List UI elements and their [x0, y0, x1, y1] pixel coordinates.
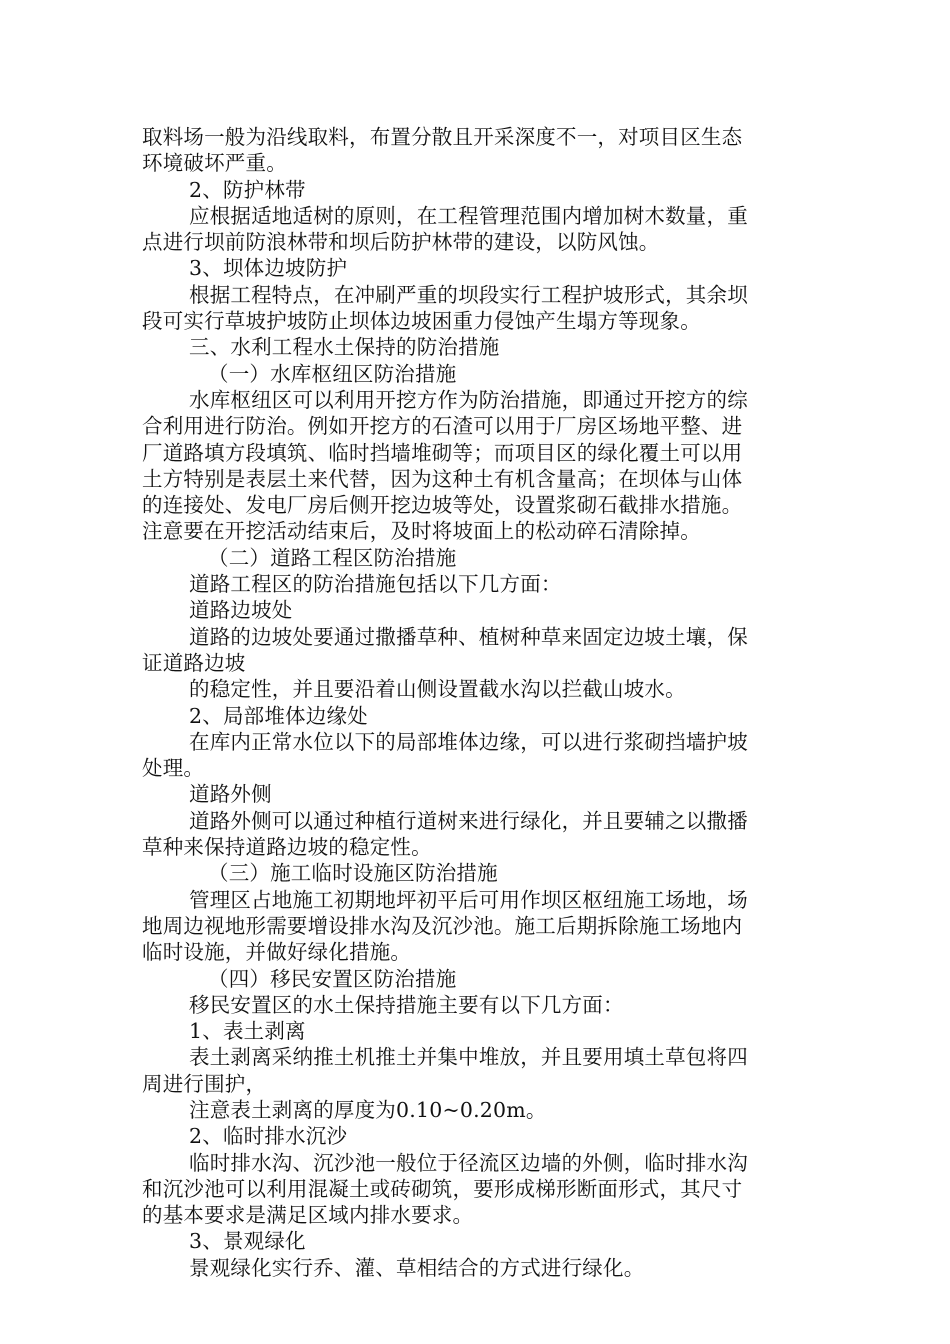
- text-line: 2、防护林带: [189, 177, 306, 202]
- text-line: 段可实行草坡护坡防止坝体边坡困重力侵蚀产生塌方等现象。: [142, 309, 701, 334]
- text-line: （四）移民安置区防治措施: [208, 966, 457, 991]
- document-body: [142, 124, 807, 1281]
- text-line: 临时设施，并做好绿化措施。: [142, 940, 412, 965]
- text-line: 3、景观绿化: [189, 1229, 306, 1254]
- text-line: 取料场一般为沿线取料，布置分散且开采深度不一，对项目区生态: [142, 125, 743, 149]
- text-line: （三）施工临时设施区防治措施: [208, 861, 498, 886]
- text-line: 的基本要求是满足区域内排水要求。: [142, 1203, 474, 1228]
- text-line: （一）水库枢纽区防治措施: [208, 361, 457, 386]
- text-line: 草种来保持道路边坡的稳定性。: [142, 835, 432, 860]
- text-line: 点进行坝前防浪林带和坝后防护林带的建设，以防风蚀。: [142, 230, 660, 255]
- text-line: 1、表土剥离: [189, 1019, 306, 1044]
- text-line: 景观绿化实行乔、灌、草相结合的方式进行绿化。: [189, 1255, 645, 1280]
- text-line: 的连接处、发电厂房后侧开挖边坡等处，设置浆砌石截排水措施。: [142, 493, 743, 518]
- text-line: 2、临时排水沉沙: [189, 1124, 348, 1149]
- text-line: 根据工程特点，在冲刷严重的坝段实行工程护坡形式，其余坝: [189, 282, 748, 307]
- text-line: 2、局部堆体边缘处: [189, 703, 368, 728]
- text-line: 环境破坏严重。: [142, 151, 287, 176]
- text-line: 道路外侧可以通过种植行道树来进行绿化，并且要辅之以撒播: [189, 808, 748, 833]
- text-line: 注意要在开挖活动结束后，及时将坡面上的松动碎石清除掉。: [142, 519, 701, 544]
- text-line: 道路工程区的防治措施包括以下几方面：: [189, 572, 562, 597]
- text-line: 移民安置区的水土保持措施主要有以下几方面：: [189, 992, 624, 1017]
- text-line: 的稳定性，并且要沿着山侧设置截水沟以拦截山坡水。: [189, 677, 686, 702]
- text-line: 厂道路填方段填筑、临时挡墙堆砌等；而项目区的绿化覆土可以用: [142, 440, 743, 465]
- text-line: 管理区占地施工初期地坪初平后可用作坝区枢纽施工场地，场: [189, 887, 748, 912]
- text-line: 在库内正常水位以下的局部堆体边缘，可以进行浆砌挡墙护坡: [189, 729, 748, 754]
- text-line: 水库枢纽区可以利用开挖方作为防治措施，即通过开挖方的综: [189, 387, 748, 412]
- text-line: （二）道路工程区防治措施: [208, 545, 457, 570]
- text-line: 处理。: [142, 756, 205, 781]
- text-line: 表土剥离采纳推土机推土并集中堆放，并且要用填土草包将四: [189, 1045, 748, 1070]
- text-line: 周进行围护，: [142, 1071, 267, 1096]
- text-line: 道路的边坡处要通过撒播草种、植树种草来固定边坡土壤，保: [189, 624, 748, 649]
- text-line: 合利用进行防治。例如开挖方的石渣可以用于厂房区场地平整、进: [142, 414, 743, 439]
- text-line: 道路外侧: [189, 782, 272, 807]
- text-line: 三、水利工程水土保持的防治措施: [189, 335, 500, 360]
- text-line: 证道路边坡: [142, 650, 246, 675]
- text-line: 道路边坡处: [189, 598, 293, 623]
- text-line: 注意表土剥离的厚度为0.10~0.20m。: [189, 1097, 547, 1122]
- text-line: 3、坝体边坡防护: [189, 256, 348, 281]
- text-line: 地周边视地形需要增设排水沟及沉沙池。施工后期拆除施工场地内: [142, 913, 743, 938]
- text-line: 土方特别是表层土来代替，因为这种土有机含量高；在坝体与山体: [142, 466, 743, 491]
- text-line: 应根据适地适树的原则，在工程管理范围内增加树木数量，重: [189, 203, 748, 228]
- text-line: 和沉沙池可以利用混凝土或砖砌筑，要形成梯形断面形式，其尺寸: [142, 1176, 743, 1201]
- text-line: 临时排水沟、沉沙池一般位于径流区边墙的外侧，临时排水沟: [189, 1150, 748, 1175]
